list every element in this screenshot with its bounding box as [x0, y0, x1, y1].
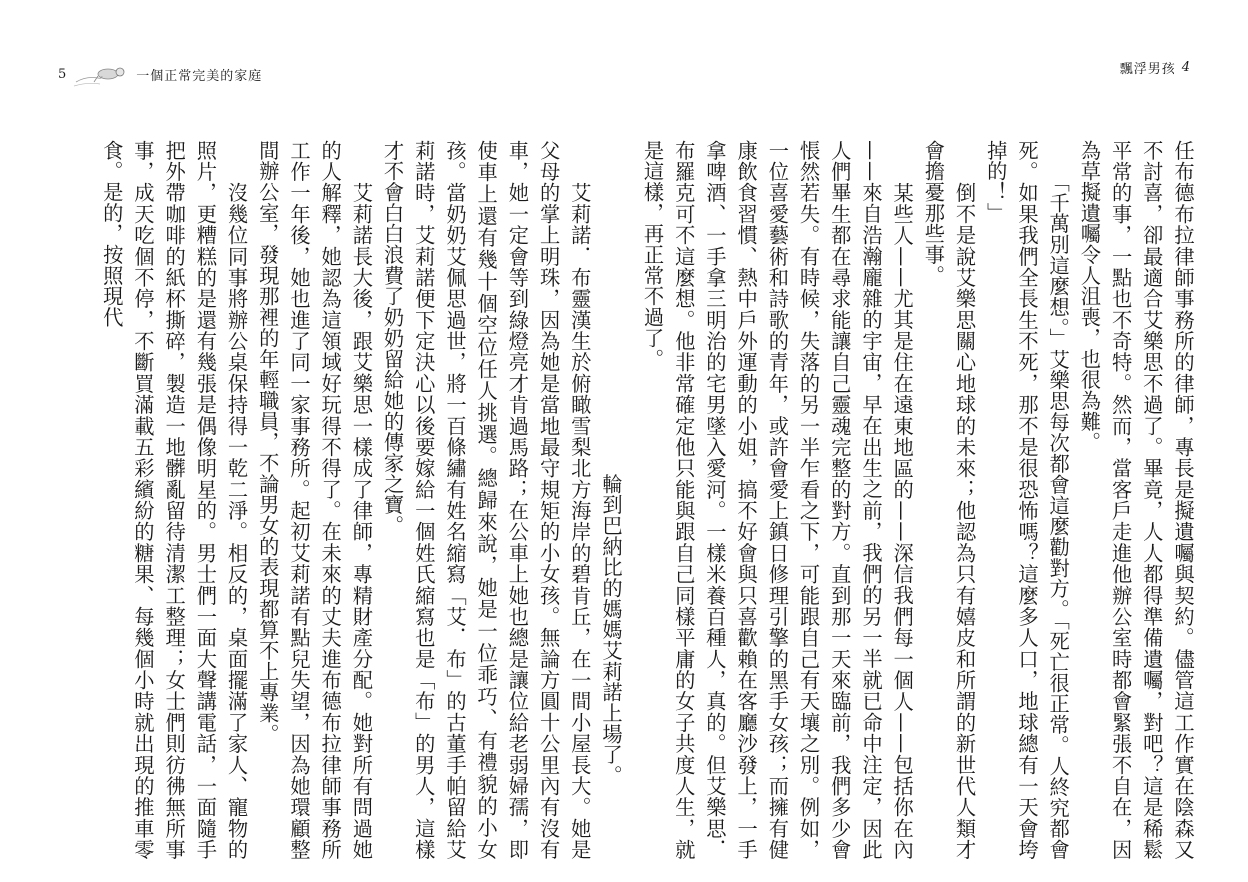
paragraph: 某些人——尤其是住在遠東地區的——深信我們每一個人——包括你在內——來自浩瀚龐雜的宇宙，早在出生之前，我們的另一半就已命中注定，因此人們畢生都在尋求能讓自己靈魂完整的對方。直到那一天來臨前，我們多少會悵然若失。有時候，失落的另一半乍看之下，可能跟自己有天壤之別。例如，一位喜愛藝術和詩歌的青年，或許會愛上鎮日修理引擎的黑手女孩；而擁有健康飲食習慣、熱中戶外運動的小姐，搞不好會與只喜歡賴在客廳沙發上，一手拿啤酒、一手拿三明治的宅男墜入愛河。一樣米養百種人，真的。但艾樂思．布羅克可不這麼想。他非常確定他只能與跟自己同樣平庸的女子共度人生，就是這樣，再正常不過了。	[640, 140, 915, 860]
paragraph: 倒不是說艾樂思關心地球的未來；他認為只有嬉皮和所謂的新世代人類才會擔憂那些事。	[921, 140, 977, 860]
paragraph: 任布德布拉律師事務所的律師，專長是擬遺囑與契約。儘管這工作實在陰森又不討喜，卻最適合艾樂思不過了。畢竟，人人都得準備遺囑，對吧？這是稀鬆平常的事，一點也不奇特。然而，當客戶走進他辦公室時都會緊張不自在，因為草擬遺囑令人沮喪，也很為難。	[1077, 140, 1195, 860]
paragraph: 輪到巴納比的媽媽艾莉諾上場了。	[599, 473, 623, 787]
left-page-number: 5	[58, 66, 67, 82]
right-page-header	[1120, 58, 1190, 77]
paragraph: 「千萬別這麼想。」艾樂思每次都會這麼勸對方。「死亡很正常。人終究都會死。如果我們全長生不死，那不是很恐怖嗎？這麼多人口，地球總有一天會垮掉的！」	[983, 140, 1071, 861]
left-page-text	[58, 140, 626, 860]
left-running-title: 一個正常完美的家庭	[136, 68, 263, 84]
right-page-number: 4	[1181, 60, 1190, 75]
floating-boy-illustration-icon	[72, 64, 130, 90]
paragraph: 艾莉諾長大後，跟艾樂思一樣成了律師，專精財產分配。她對所有問過她的人解釋，她認為這領域好玩得不得了。在未來的丈夫進布德布拉律師事務所工作一年後，她也進了同一家事務所。起初艾莉諾有點兒失望，因為她環顧整間辦公室，發現那裡的年輕職員，不論男女的表現都算不上專業。	[255, 140, 374, 860]
paragraph: 艾莉諾．布靈漢生於俯瞰雪梨北方海岸的碧肯丘，在一間小屋長大。她是父母的掌上明珠，因為她是當地最守規矩的小女孩。無論方圓十公里內有沒有車，她一定會等到綠燈亮才肯過馬路；在公車上她也總是讓位給老弱婦孺，即使車上還有幾十個空位任人挑選。總歸來說，她是一位乖巧、有禮貌的小女孩。當奶奶艾佩思過世，將一百條繡有姓名縮寫「艾．布」的古董手帕留給艾莉諾時，艾莉諾便下定決心以後要嫁給一個姓氏縮寫也是「布」的男人，這樣才不會白白浪費了奶奶留給她的傳家之寶。	[380, 140, 592, 860]
right-page-body	[640, 140, 1198, 861]
paragraph: 沒幾位同事將辦公桌保持得一乾二淨。相反的，桌面擺滿了家人、寵物的照片，更糟糕的是還有幾張是偶像明星的。男士們一面大聲講電話，一面隨手把外帶咖啡的紙杯撕碎，製造一地髒亂留待清潔工整理；女士們則彷彿無所事事，成天吃個不停，不斷買滿載五彩繽紛的糖果、每幾個小時就出現的推車零食。是的，按照現代	[99, 140, 249, 860]
left-page-header	[58, 58, 262, 90]
right-running-title: 飄浮男孩	[1119, 62, 1176, 77]
left-page-body	[58, 140, 626, 860]
right-page-text	[640, 140, 1198, 861]
